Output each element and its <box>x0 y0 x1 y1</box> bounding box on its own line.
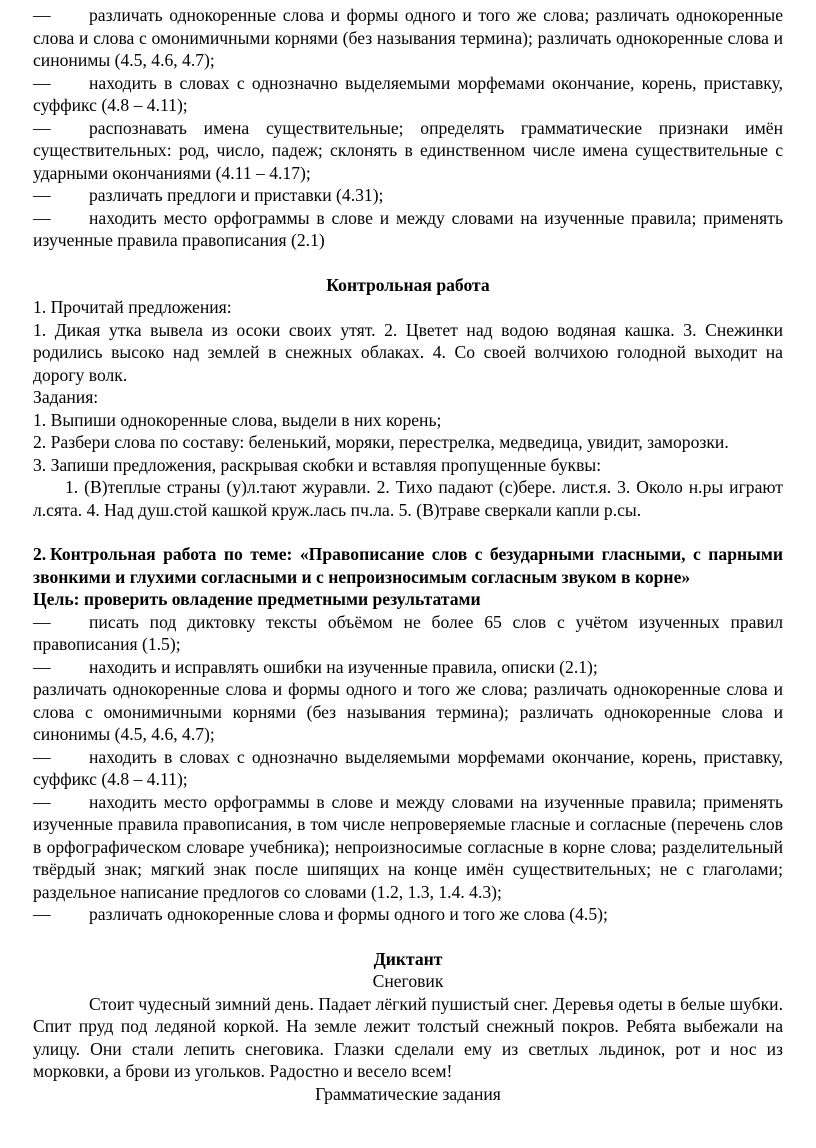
plain-item: различать однокоренные слова и формы одного и того же слова; различать однокоренные слова и слова с омонимичными корнями (без называния термина); различать однокоренные слова и синонимы (4.5, 4.6, 4.7); <box>33 679 783 744</box>
list-item: — различать однокоренные слова и формы одного и того же слова (4.5); <box>33 904 608 924</box>
dash-mark: — <box>33 904 51 924</box>
list-item: — находить место орфограммы в слове и между словами на изученные правила; применять изученные правила правописания, в том числе непроверяемые гласные и согласные (перечень слов в орфографическом словаре учебника); непроизносимые согласные в корне слова; разделительный твёрдый знак; мягкий знак после шипящих на конце имён существительных; не с глаголами; раздельное написание предлогов со словами (1.2, 1.3, 1.4. 4.3); <box>33 791 783 902</box>
goal-line: Цель: проверить овладение предметными результатами <box>33 589 481 609</box>
list-item: — находить в словах с однозначно выделяемыми морфемами окончание, корень, приставку, суффикс (4.8 – 4.11); <box>33 746 783 789</box>
list-item: — находить в словах с однозначно выделяемыми морфемами окончание, корень, приставку, суффикс (4.8 – 4.11); <box>33 72 783 115</box>
dash-mark: — <box>33 185 51 205</box>
control-text: 1. Дикая утка вывела из осоки своих утят. 2. Цветет над водою водяная кашка. 3. Снежинки родились высоко над землей в снежных облаках. 4. Со своей волчихою голодной выходит на дорогу волк. <box>33 319 783 385</box>
dictation-text: Стоит чудесный зимний день. Падает лёгкий пушистый снег. Деревья одеты в белые шубки. Спит пруд под ледяной коркой. На земле лежит толстый снежный покров. Ребята выбежали на улицу. Они стали лепить снеговика. Глазки сделали ему из светлых льдинок, рот и нос из морковки, а брови из угольков. Радостно и весело всем! <box>33 993 783 1081</box>
grammar-title: Грамматические задания <box>315 1083 501 1104</box>
task-3: 3. Запиши предложения, раскрывая скобки и вставляя пропущенные буквы: <box>33 454 602 475</box>
task-2: 2. Разбери слова по составу: беленький, моряки, перестрелка, медведица, увидит, заморозки. <box>33 432 729 452</box>
list-item: — писать под диктовку тексты объёмом не более 65 слов с учётом изученных правил правописания (1.5); <box>33 611 783 654</box>
list-item: — распознавать имена существительные; определять грамматические признаки имён существительных: род, число, падеж; склонять в единственном числе имена существительные с ударными окончаниями (4.11 – 4.17); <box>33 117 783 183</box>
tasks-label: Задания: <box>33 387 99 407</box>
task-3-text: 1. (В)теплые страны (у)л.тают журавли. 2. Тихо падают (с)бере. лист.я. 3. Около н.ры играют л.сята. 4. Над душ.стой кашкой круж.лась пч.ла. 5. (В)траве сверкали капли р.сы. <box>33 477 783 520</box>
dash-mark: — <box>33 72 51 93</box>
task-1: 1. Выпиши однокоренные слова, выдели в них корень; <box>33 409 442 430</box>
dictation-subtitle: Снеговик <box>372 971 444 991</box>
dash-mark: — <box>33 207 51 228</box>
list-item: — различать предлоги и приставки (4.31); <box>33 185 384 205</box>
control-intro: 1. Прочитай предложения: <box>33 297 232 317</box>
section-2-heading: 2. Контрольная работа по теме: «Правописание слов с безударными гласными, с парными звонкими и глухими согласными и с непроизносимым согласным звуком в корне» <box>33 544 783 587</box>
list-item: — различать однокоренные слова и формы одного и того же слова; различать однокоренные слова и слова с омонимичными корнями (без называния термина); различать однокоренные слова и синонимы (4.5, 4.6, 4.7); <box>33 5 783 70</box>
list-item: — находить место орфограммы в слове и между словами на изученные правила; применять изученные правила правописания (2.1) <box>33 207 783 250</box>
dash-mark: — <box>33 656 51 677</box>
dash-mark: — <box>33 791 51 812</box>
dash-mark: — <box>33 117 51 138</box>
dash-mark: — <box>33 746 51 767</box>
section-title-control: Контрольная работа <box>326 274 490 295</box>
list-item: — находить и исправлять ошибки на изученные правила, описки (2.1); <box>33 656 598 677</box>
dash-mark: — <box>33 611 51 632</box>
dash-mark: — <box>33 5 51 25</box>
dictation-title: Диктант <box>373 948 443 969</box>
